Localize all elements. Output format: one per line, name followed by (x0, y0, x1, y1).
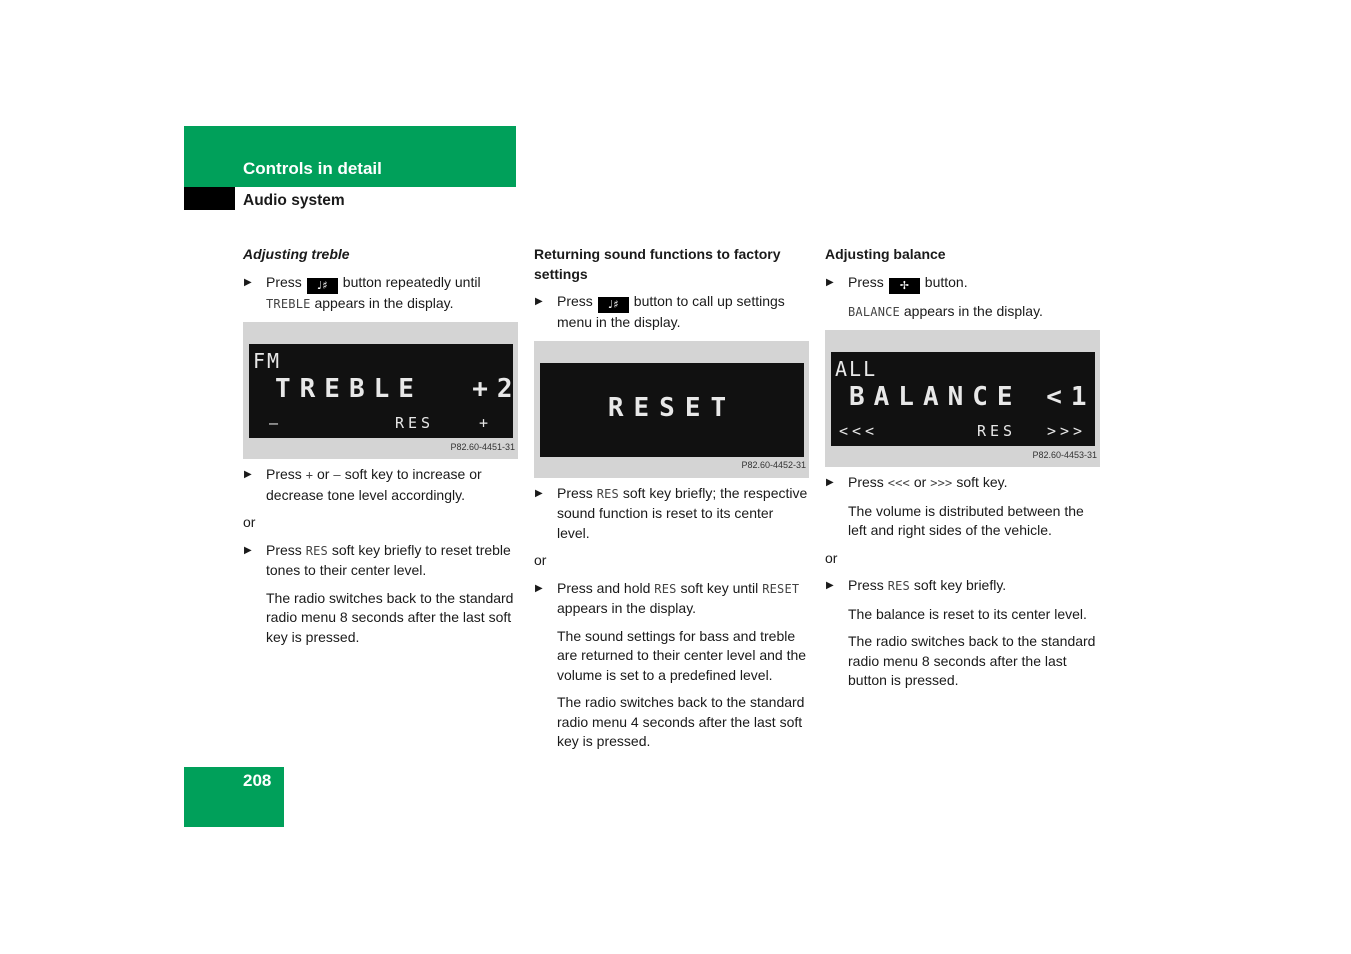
radio-screen: FM TREBLE +2 – RES + (249, 344, 513, 438)
part-number: P82.60-4452-31 (741, 460, 806, 470)
page-number: 208 (243, 771, 272, 790)
note-paragraph: The balance is reset to its center level. (848, 605, 1087, 622)
display-treble (243, 322, 522, 459)
bullet-arrow-icon: ▶ (244, 469, 252, 480)
column-reset-sound (534, 245, 809, 760)
step-press-res: ▶ Press RES soft key briefly. (825, 576, 1100, 597)
sound-button-icon: ♩♯ (307, 278, 338, 294)
heading-adjusting-balance: Adjusting balance (825, 246, 946, 262)
bullet-arrow-icon: ▶ (244, 544, 252, 556)
note-paragraph: The volume is distributed between the left and right sides of the vehicle. (848, 502, 1084, 538)
or-separator: or (534, 552, 547, 568)
display-reset (534, 341, 809, 478)
step-press-left-right: ▶ Press <<< or >>> soft key. (825, 473, 1100, 494)
step-press-sound-button: ▶ Press ♩♯ button to call up settings menu in the display. (535, 293, 785, 330)
bullet-arrow-icon: ▶ (535, 296, 543, 307)
bullet-arrow-icon: ▶ (535, 487, 543, 499)
section-title: Controls in detail (243, 159, 382, 178)
header-marker (184, 187, 235, 210)
balance-line: BALANCE appears in the display. (848, 302, 1043, 319)
heading-adjusting-treble: Adjusting treble (243, 246, 350, 262)
sound-button-icon: ♩♯ (598, 297, 629, 313)
bullet-arrow-icon: ▶ (826, 580, 834, 591)
heading-reset-sound: Returning sound functions to factory settings (534, 246, 781, 282)
step-press-balance-button: ▶ Press ✢ button. (826, 273, 968, 292)
radio-screen: RESET (540, 363, 804, 457)
note-paragraph: The radio switches back to the standard radio menu 8 seconds after the last soft key is pressed. (266, 589, 514, 645)
note-paragraph: The radio switches back to the standard radio menu 8 seconds after the last button is pressed. (848, 633, 1096, 688)
note-paragraph: The sound settings for bass and treble are returned to their center level and the volume is set to a predefined level. (557, 627, 807, 683)
step-press-sound-button: ▶ Press ♩♯ button repeatedly until TREBLE appears in the display. (244, 273, 481, 311)
or-separator: or (243, 514, 256, 530)
bullet-arrow-icon: ▶ (826, 276, 834, 288)
display-balance (825, 330, 1100, 467)
step-hold-res: ▶ Press and hold RES soft key until RESET appears in the display. (535, 579, 800, 616)
step-press-plus-minus: ▶ Press + or – soft key to increase or decrease tone level accordingly. (244, 466, 482, 503)
bullet-arrow-icon: ▶ (826, 477, 834, 488)
balance-button-icon: ✢ (889, 278, 920, 294)
column-adjusting-balance (825, 245, 1100, 699)
part-number: P82.60-4453-31 (1032, 449, 1097, 460)
step-press-res: ▶ Press RES soft key briefly to reset treble tones to their center level. (244, 541, 511, 578)
note-paragraph: The radio switches back to the standard radio menu 4 seconds after the last soft key is pressed. (557, 694, 805, 749)
radio-screen: ALL BALANCE <1 <<< RES >>> (831, 352, 1095, 446)
or-separator: or (825, 549, 838, 566)
bullet-arrow-icon: ▶ (535, 582, 543, 594)
part-number: P82.60-4451-31 (450, 441, 515, 452)
column-adjusting-treble (243, 245, 522, 655)
step-press-res: ▶ Press RES soft key briefly; the respective sound function is reset to its center level. (535, 484, 808, 541)
bullet-arrow-icon: ▶ (244, 276, 252, 288)
subsection-title: Audio system (243, 192, 345, 209)
